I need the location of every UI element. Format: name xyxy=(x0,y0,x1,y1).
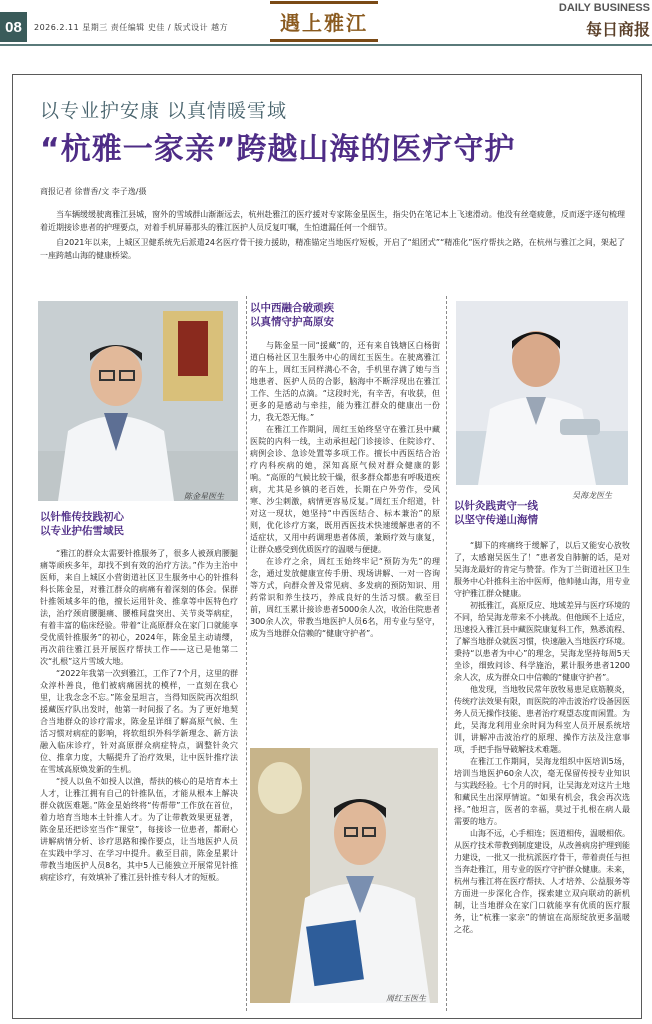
doctor-photo-chen xyxy=(38,301,238,501)
intro-paragraph: 当车辆缓缓驶离雅江县城，窗外的雪域群山渐渐远去，杭州赴雅江的医疗援对专家陈金星医生，指尖仍在笔记本上飞速滑动。他没有丝毫疲惫，反而逐字逐句梳理着近期接诊患者的护理要点，对着手机屏幕那头的雅江医护人员反复叮嘱，生怕遗漏任何一个细节。 xyxy=(40,210,625,232)
paragraph: 他发现，当地牧民常年放牧易患足底筋膜炎，传统疗法效果有限，而医院的冲击波治疗设备因医务人员无操作技能、患者治疗观望态度而闲置。为此，吴海龙利用业余时间为科室人员开展系统培训，讲解冲击波治疗的原理、操作方法及注意事项，手把手指导破解技术难题。 xyxy=(454,685,630,754)
paragraph: 初抵雅江，高原反应、地域差异与医疗环境的不同，给吴海龙带来不小挑战。但他顾不上适应，迅速投入雅江县中藏医院康复科工作，熟悉流程、了解当地群众就医习惯，快速融入当地医疗环境。秉持“以患者为中心”的理念，吴海龙坚持每周5天坐诊，细致问诊、科学施治，累计服务患者1200余人次，成为群众口中信赖的“健康守护者”。 xyxy=(454,601,630,682)
column-text xyxy=(250,340,440,730)
doctor-photo-wu xyxy=(456,301,628,485)
section-heading: 以真情守护高原安 xyxy=(250,316,334,328)
masthead-title: 遇上雅江 xyxy=(270,1,378,42)
byline: 商报记者 徐曹香/文 李子逸/摄 xyxy=(40,187,147,196)
paragraph: “雅江的群众太需要针推服务了，很多人被颈肩腰腿痛等顽疾多年，却找不到有效的治疗方法。”作为主治中医师，来自上城区小营街道社区卫生服务中心的针推科科长陈金星，对雅江群众的病痛有着深刻的体会。保群针推领域多年的他，擅长运用针灸、推拿等中医特色疗法，治疗颈肩腰腿痛、腰椎间盘突出、关节炎等病症，有着丰富的临床经验。带着“让高原群众在家门口就能享受优质针推服务”的初心，2024年，陈金星主动请缨，再次前往雅江县开展医疗帮扶工作——这已是他第二次“扎根”这片雪域大地。 xyxy=(40,549,238,666)
photo-caption: 周红玉医生 xyxy=(386,994,426,1003)
photo-caption: 陈金星医生 xyxy=(184,492,224,501)
section-heading: 以针灸践责守一线 xyxy=(454,500,538,512)
section-heading: 以坚守传递山海情 xyxy=(454,514,538,526)
photo-caption: 吴海龙医生 xyxy=(572,491,612,500)
section-heading: 以中西融合破顽疾 xyxy=(250,302,334,314)
article-subtitle: 以专业护安康 以真情暖雪域 xyxy=(40,100,288,122)
column-divider xyxy=(246,296,247,1011)
brand-english: DAILY BUSINESS xyxy=(558,2,650,14)
paragraph: 在雅江工作期间，吴海龙组织中医培训5场，培训当地医护60余人次，毫无保留传授专业知识与实践经验。七个月的时间，让吴海龙对这片土地和藏民生出深厚情谊。“如果有机会，我会再次选择。”他坦言，医者的幸福，莫过于扎根在病人最需要的地方。 xyxy=(454,757,630,826)
paragraph: 在诊疗之余，周红玉始终牢记“预防为先”的理念，通过发放健康宣传手册、现场讲解、一对一咨询等方式，向群众普及常见病、多发病的预防知识、用药常识和养生技巧，养成良好的生活习惯。截至目前，周红玉累计接诊患者5000余人次，收治住院患者300余人次，带教当地医护人员6名，用专业与坚守，成为当地群众信赖的“健康守护者”。 xyxy=(250,557,440,638)
paragraph: 山海不远，心手相连；医道相传，温暖相依。从医疗技术带教到制度建设，从改善病房护理到能力建设，一批又一批杭派医疗骨干，带着责任与担当奔赴雅江，用专业的医疗守护群众健康。未来，杭州与雅江将在医疗帮扶、人才培养、公益服务等方面进一步深化合作，探索建立双向联动的新机制，让当地群众在家门口就能享有优质的医疗服务，让“杭雅一家亲”的情谊在高原绽放更多温暖之花。 xyxy=(454,829,630,934)
section-heading: 以针惟传技践初心 xyxy=(40,511,124,523)
doctor-photo-zhou xyxy=(250,748,438,1003)
brand-chinese: 每日商报 xyxy=(585,20,650,39)
paragraph: “2022年我第一次到雅江，工作了7个月，这里的群众淳朴善良，他们被病痛困扰的模样，一直刻在我心里，让我念念不忘。”陈金星坦言，当得知医院再次组织援藏医疗队出发时，他第一时间报了名。为了更好地契合当地群众的诊疗需求，陈金星详细了解高原气候、生活习惯对病症的影响，将软组织外科学新理念、新方法融入临床诊疗，针对高原群众病症特点，调整针灸穴位、推拿力度，大幅提升了治疗效果，让中医针推疗法在雪域高原焕发新的生机。 xyxy=(40,669,238,774)
dateline: 2026.2.11 星期三 责任编辑 史佳 / 版式设计 越方 xyxy=(34,23,229,32)
column-text xyxy=(454,540,630,1014)
intro-paragraph: 自2021年以来，上城区卫健系统先后派遣24名医疗骨干接力援助，精准锚定当地医疗短板，开启了“組团式”“精准化”医疗帮扶之路，在杭州与雅江之间，架起了一座跨越山海的健康桥梁。 xyxy=(40,238,625,260)
column-divider xyxy=(446,296,447,1011)
paragraph: “脚下的疼痛终于缓解了，以后又能安心放牧了，太感谢吴医生了！”患者发自肺腑的话，是对吴海龙最好的肯定与赞誉。作为丁兰街道社区卫生服务中心针推科主治中医师，他帅驰山海，用专业守护雅江群众健康。 xyxy=(454,541,630,598)
column-text xyxy=(40,548,238,1014)
masthead xyxy=(256,0,392,42)
header-rule xyxy=(0,44,652,46)
paragraph: “授人以鱼不如授人以渔，帮扶的核心的是培育本土人才，让雅江拥有自己的针推队伍，才能从根本上解决群众就医难题。”陈金星始终将“传帮带”工作放在首位，着力培育当地本土针推人才。为了让带教效果更显著，陈金星还把诊室当作“课堂”，每接诊一位患者，都耐心讲解病情分析、诊疗思路和操作要点，让当地医护人员在实践中学习、在学习中提升。截至目前，陈金星累计带教当地医护人员8名，其中5人已能独立开展常见针推病症诊疗，有效填补了雅江县针推专科人才的短板。 xyxy=(40,777,238,882)
page-number: 08 xyxy=(0,12,27,42)
paragraph: 与陈金星一同“援藏”的，还有来自钱塘区白杨街道白杨社区卫生服务中心的周红玉医生。在驶离雅江的车上，周红玉同样满心不舍，手机里存满了她与当地患者、医护人员的合影，脑海中不断浮现出在雅江工作、生活的点滴。“这段时光，有辛苦，有收获，但更多的是感动与牵挂，能为雅江群众的健康出一份力，我无怨无悔。” xyxy=(250,341,440,422)
paragraph: 在雅江工作期间，周红玉始终坚守在雅江县中藏医院的内科一线，主动承担起门诊接诊、住院诊疗、病例会诊、急诊处置等多项工作。擅长中西医结合治疗内科疾病的她，深知高原气候对群众健康的影响。“高原的气候比较干燥，很多群众都患有呼吸道疾病，尤其是乡镇的老百姓，长期在户外劳作，受风寒、沙尘刺激，病情更容易反复。”周红玉介绍道，针对这一现状，她坚持“中西医结合、标本兼治”的原则，优化诊疗方案，既用西医技术快速缓解患者的不适症状，又用中药调理患者体质，兼顾疗效与康复，让群众感受到优质医疗的温暖与便捷。 xyxy=(250,425,440,554)
section-heading: 以专业护佑雪域民 xyxy=(40,525,124,537)
article-title: “杭雅一家亲”跨越山海的医疗守护 xyxy=(40,132,516,167)
